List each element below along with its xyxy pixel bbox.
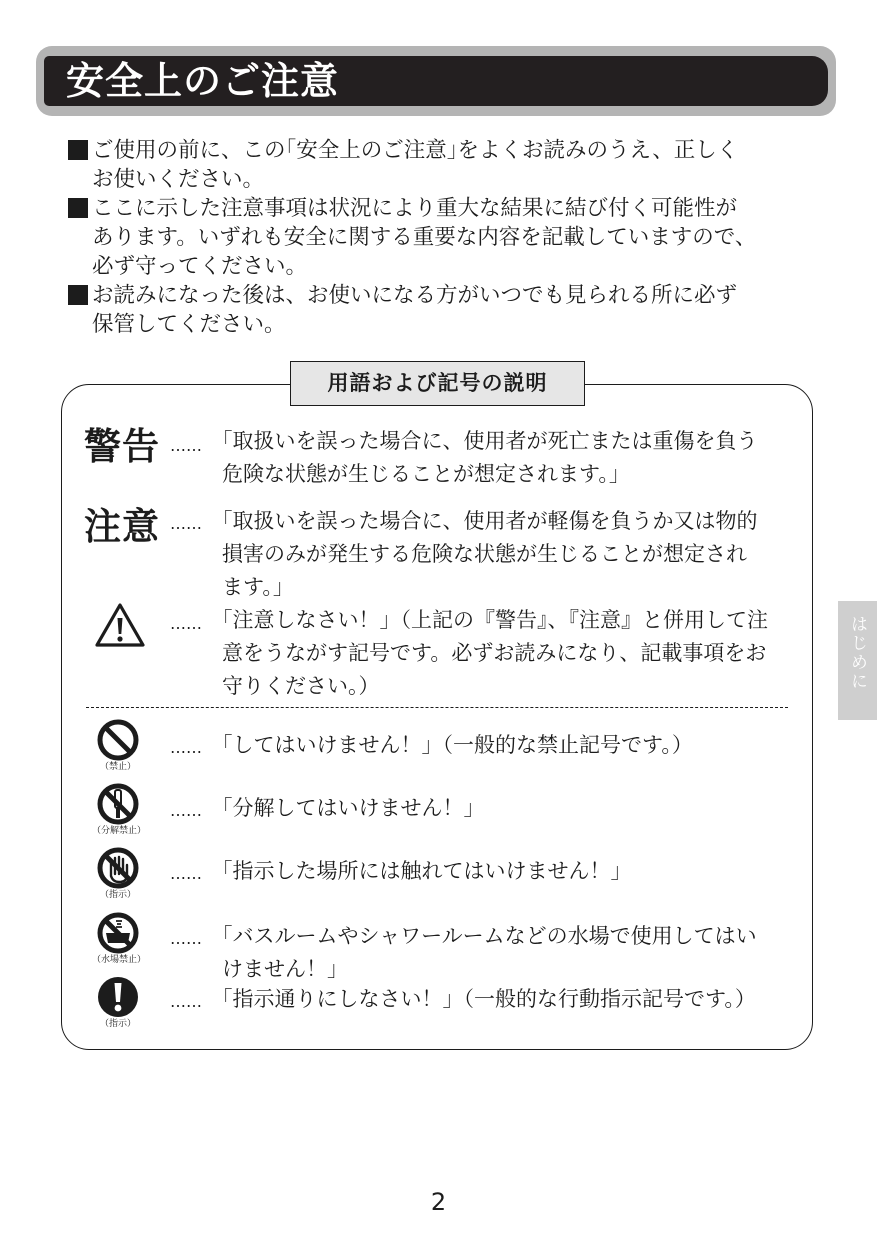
no-wet-area-icon bbox=[96, 911, 140, 955]
intro-line: 必ず守ってください。 bbox=[92, 254, 308, 279]
intro-bullet bbox=[68, 281, 808, 339]
description-line: ｢指示した場所には触れてはいけません！｣ bbox=[222, 859, 621, 883]
intro-line: ここに示した注意事項は状況により重大な結果に結び付く可能性が bbox=[92, 196, 738, 221]
caution-term: 注意 bbox=[84, 505, 160, 548]
leader-dots: …… bbox=[170, 514, 202, 533]
prohibited-symbol bbox=[92, 718, 144, 772]
mandatory-action-icon bbox=[96, 975, 140, 1019]
caution-description bbox=[222, 505, 758, 604]
symbol-description bbox=[222, 920, 757, 986]
no-wet-area-symbol bbox=[92, 911, 147, 965]
intro-bullet bbox=[68, 136, 808, 194]
leader-dots: …… bbox=[170, 992, 202, 1011]
description-line: ｢指示通りにしなさい！｣（一般的な行動指示記号です。） bbox=[222, 987, 756, 1011]
warning-term: 警告 bbox=[84, 425, 160, 468]
description-line: ｢注意しなさい！｣（上記の『警告』、『注意』と併用して注 bbox=[222, 608, 768, 632]
prohibited-icon bbox=[96, 718, 140, 762]
intro-notes bbox=[68, 136, 808, 339]
leader-dots: …… bbox=[170, 436, 202, 455]
symbol-caption: （禁止） bbox=[99, 762, 136, 772]
symbol-description bbox=[222, 729, 693, 762]
page-number: 2 bbox=[430, 1188, 447, 1216]
intro-line: お読みになった後は、お使いになる方がいつでも見られる所に必ず bbox=[92, 283, 738, 308]
description-line: ｢してはいけません！｣（一般的な禁止記号です。） bbox=[222, 733, 693, 757]
description-line: 意をうながす記号です。必ずお読みになり、記載事項をお bbox=[222, 641, 767, 665]
title-banner bbox=[44, 56, 828, 106]
leader-dots: …… bbox=[170, 864, 202, 883]
description-line: ます。｣ bbox=[222, 575, 284, 599]
intro-line: あります。いずれも安全に関する重要な内容を記載していますので、 bbox=[92, 225, 757, 250]
page-title: 安全上のご注意 bbox=[66, 59, 340, 103]
description-line: ｢取扱いを誤った場合に、使用者が死亡または重傷を負う bbox=[222, 429, 758, 453]
title-bar bbox=[36, 46, 836, 116]
section-tab[interactable] bbox=[838, 601, 877, 720]
intro-line: お使いください。 bbox=[92, 167, 265, 192]
leader-dots: …… bbox=[170, 929, 202, 948]
description-line: ｢分解してはいけません！｣ bbox=[222, 796, 474, 820]
no-touch-icon bbox=[96, 846, 140, 890]
section-tab-label: はじめに bbox=[847, 615, 867, 691]
bullet-square-icon bbox=[68, 140, 88, 160]
symbol-description bbox=[222, 983, 756, 1016]
symbol-description bbox=[222, 792, 474, 825]
symbol-caption: （分解禁止） bbox=[92, 826, 147, 836]
symbol-description bbox=[222, 855, 621, 888]
symbol-caption: （水場禁止） bbox=[92, 955, 147, 965]
intro-line: ご使用の前に、この｢安全上のご注意｣をよくお読みのうえ、正しく bbox=[92, 138, 739, 163]
bullet-square-icon bbox=[68, 285, 88, 305]
no-touch-symbol bbox=[92, 846, 144, 900]
description-line: 危険な状態が生じることが想定されます。｣ bbox=[222, 462, 620, 486]
description-line: ｢バスルームやシャワールームなどの水場で使用してはい bbox=[222, 924, 757, 948]
bullet-square-icon bbox=[68, 198, 88, 218]
warning-description bbox=[222, 425, 758, 491]
intro-bullet bbox=[68, 194, 808, 281]
leader-dots: …… bbox=[170, 801, 202, 820]
description-line: 守りください。） bbox=[222, 674, 380, 698]
leader-dots: …… bbox=[170, 738, 202, 757]
intro-line: 保管してください。 bbox=[92, 312, 286, 337]
description-line: 損害のみが発生する危険な状態が生じることが想定され bbox=[222, 542, 747, 566]
symbol-caption: （指示） bbox=[99, 1019, 136, 1029]
mandatory-action-symbol bbox=[92, 975, 144, 1029]
description-line: けません！｣ bbox=[222, 957, 338, 981]
no-disassembly-icon bbox=[96, 782, 140, 826]
legend-heading: 用語および記号の説明 bbox=[290, 361, 585, 406]
warning-triangle-icon bbox=[94, 602, 146, 652]
dashed-divider bbox=[86, 707, 788, 708]
leader-dots: …… bbox=[170, 614, 202, 633]
attention-description bbox=[222, 604, 768, 703]
description-line: ｢取扱いを誤った場合に、使用者が軽傷を負うか又は物的 bbox=[222, 509, 758, 533]
symbol-caption: （指示） bbox=[99, 890, 136, 900]
no-disassembly-symbol bbox=[92, 782, 147, 836]
